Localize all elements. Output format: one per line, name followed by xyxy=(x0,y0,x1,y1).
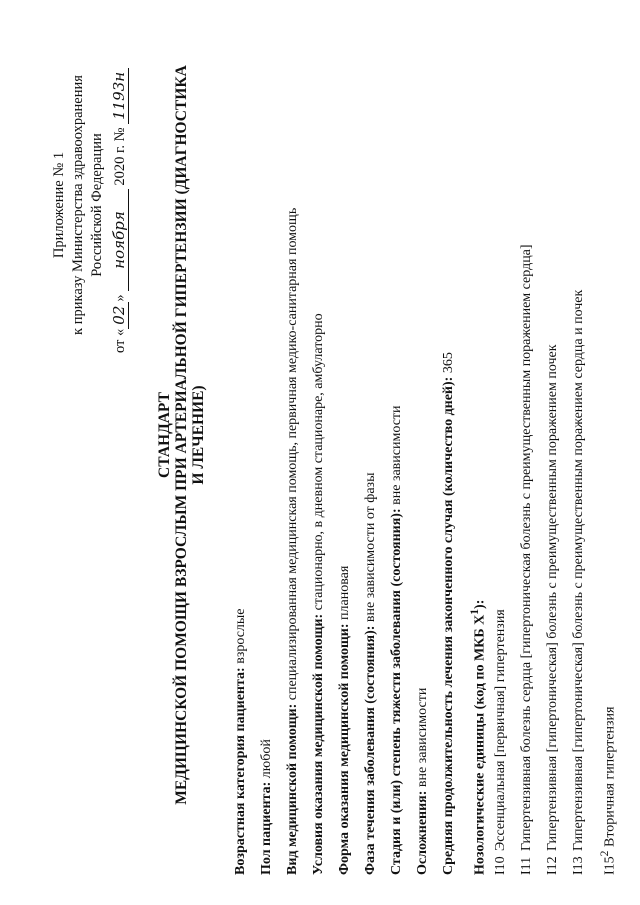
date-prefix: от « xyxy=(112,328,128,353)
date-year: 2020 г. № xyxy=(112,127,128,186)
nosology-heading xyxy=(467,600,489,875)
nosology-item xyxy=(571,290,587,875)
field-label: Пол пациента: xyxy=(259,781,274,875)
field-value: стационарно, в дневном стационаре, амбулаторно xyxy=(311,313,326,611)
appendix-line-1: Приложение № 1 xyxy=(51,151,67,259)
field-value: вне зависимости xyxy=(389,405,404,505)
field-age-category xyxy=(233,608,249,875)
field-treatment-duration xyxy=(441,352,457,875)
icd-code: I15 xyxy=(602,856,618,875)
icd-description: Эссенциальная [первичная] гипертензия xyxy=(493,609,508,851)
field-care-type xyxy=(285,208,301,875)
icd-description: Гипертензивная [гипертоническая] болезнь с преимущественным поражением сердца и почек xyxy=(571,289,586,851)
field-care-form xyxy=(337,566,353,875)
appendix-line-3: Российской Федерации xyxy=(89,133,105,277)
nosology-footnote-mark: 1 xyxy=(468,608,481,615)
field-disease-phase xyxy=(363,473,379,876)
appendix-date-line xyxy=(110,53,129,353)
nosology-item xyxy=(519,244,535,875)
field-label: Осложнения: xyxy=(415,790,430,875)
icd-code: I12 xyxy=(545,856,560,875)
field-value: плановая xyxy=(337,565,352,620)
nosology-item xyxy=(493,609,509,875)
date-mid: » xyxy=(112,294,128,302)
standard-title: СТАНДАРТ xyxy=(156,392,173,478)
field-value: любой xyxy=(259,739,274,779)
nosology-label-end: ): xyxy=(472,599,488,609)
field-value: вне зависимости от фазы xyxy=(363,472,378,623)
icd-code: I13 xyxy=(571,856,586,875)
field-label: Фаза течения заболевания (состояния): xyxy=(363,625,378,875)
field-care-conditions xyxy=(311,313,327,875)
field-complications xyxy=(415,688,431,875)
icd-description: Вторичная гипертензия xyxy=(602,706,618,847)
field-sex xyxy=(259,739,275,875)
field-label: Средняя продолжительность лечения законченного случая (количество дней): xyxy=(441,376,456,875)
field-label: Форма оказания медицинской помощи: xyxy=(337,623,352,875)
field-value: вне зависимости xyxy=(415,687,430,788)
field-label: Стадия и (или) степень тяжести заболевания (состояния): xyxy=(389,508,404,875)
field-value: взрослые xyxy=(233,608,248,664)
appendix-line-2: к приказу Министерства здравоохранения xyxy=(70,75,86,335)
field-label: Вид медицинской помощи: xyxy=(285,703,300,875)
icd-footnote-mark: 2 xyxy=(598,850,611,857)
icd-description: Гипертензивная [гипертоническая] болезнь с преимущественным поражением почек xyxy=(545,344,560,851)
field-value: специализированная медицинская помощь, первичная медико-санитарная помощь xyxy=(285,207,300,701)
icd-description: Гипертензивная болезнь сердца [гипертоническая болезнь с преимущественным поражением сердца] xyxy=(519,244,534,851)
icd-code: I11 xyxy=(519,856,534,875)
date-day: 02 xyxy=(110,302,129,329)
standard-subtitle-line-2: И ЛЕЧЕНИЕ) xyxy=(190,385,207,485)
icd-code: I10 xyxy=(493,856,508,875)
nosology-item xyxy=(597,707,619,876)
field-disease-stage xyxy=(389,405,405,875)
date-month: ноября xyxy=(110,189,129,291)
field-value: 365 xyxy=(441,352,456,374)
field-label: Возрастная категория пациента: xyxy=(233,667,248,875)
field-label: Условия оказания медицинской помощи: xyxy=(311,613,326,875)
order-number: 1193н xyxy=(110,68,129,124)
nosology-item xyxy=(545,344,561,875)
nosology-label: Нозологические единицы (код по МКБ X xyxy=(472,614,488,875)
standard-subtitle-line-1: МЕДИЦИНСКОЙ ПОМОЩИ ВЗРОСЛЫМ ПРИ АРТЕРИАЛЬНОЙ ГИПЕРТЕНЗИИ (ДИАГНОСТИКА xyxy=(173,65,190,805)
